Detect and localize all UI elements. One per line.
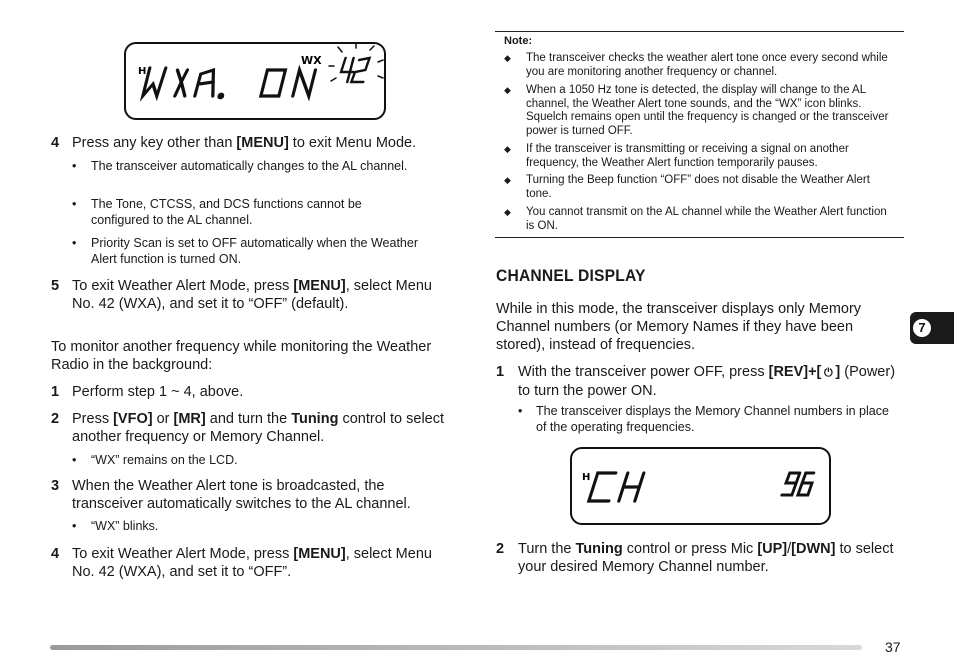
lcd-segments-ch-96 <box>572 449 829 523</box>
page-number: 37 <box>885 639 901 655</box>
list-item: • The Tone, CTCSS, and DCS functions cannot be configured to the AL channel. <box>72 197 362 227</box>
channel-display-intro: While in this mode, the transceiver displays only Memory Channel numbers (or Memory Names if they have been stored), instead of frequencies. <box>496 301 862 353</box>
diamond-bullet-icon: ◆ <box>504 144 511 154</box>
footer-divider <box>50 645 862 650</box>
list-item: • The transceiver automatically changes to the AL channel. <box>72 159 408 173</box>
power-icon: ⏻ <box>824 367 833 379</box>
diamond-bullet-icon: ◆ <box>504 53 511 63</box>
section-heading: CHANNEL DISPLAY <box>496 266 646 285</box>
monitor-intro-paragraph: To monitor another frequency while monitoring the Weather Radio in the background: <box>51 339 432 373</box>
diamond-bullet-icon: ◆ <box>504 207 511 217</box>
note-box: Note: ◆ The transceiver checks the weather alert tone once every second while you are monitoring another frequency or channel. ◆ When a 1050 Hz tone is detected, the display will change to the AL channel, the Weather Alert tone sounds, and the “WX” icon blinks. Squelch remains open until the frequency is changed or the transceiver power is turned OFF. ◆ If the transceiver is transmitting or receiving a signal on another frequency, the Weather Alert function temporarily pauses. ◆ Turning the Beep function “OFF” does not disable the Weather Alert tone. ◆ You cannot transmit on the AL channel while the Weather Alert function is ON. <box>495 31 904 238</box>
lcd-channel-display <box>570 447 831 525</box>
chapter-tab <box>910 312 954 344</box>
note-title: Note: <box>504 35 533 47</box>
lcd-h-indicator: H <box>138 66 147 77</box>
lcd-wx-icon: WX <box>301 54 322 67</box>
lcd-segments-wxa-on <box>126 44 384 118</box>
diamond-bullet-icon: ◆ <box>504 175 511 185</box>
blink-rays-icon <box>329 44 383 81</box>
diamond-bullet-icon: ◆ <box>504 85 511 95</box>
list-item: • Priority Scan is set to OFF automatically when the Weather Alert function is turned ON. <box>72 236 418 266</box>
chapter-number: 7 <box>913 319 931 337</box>
lcd-weather-alert-display <box>124 42 386 120</box>
lcd-h-indicator: H <box>582 472 591 483</box>
